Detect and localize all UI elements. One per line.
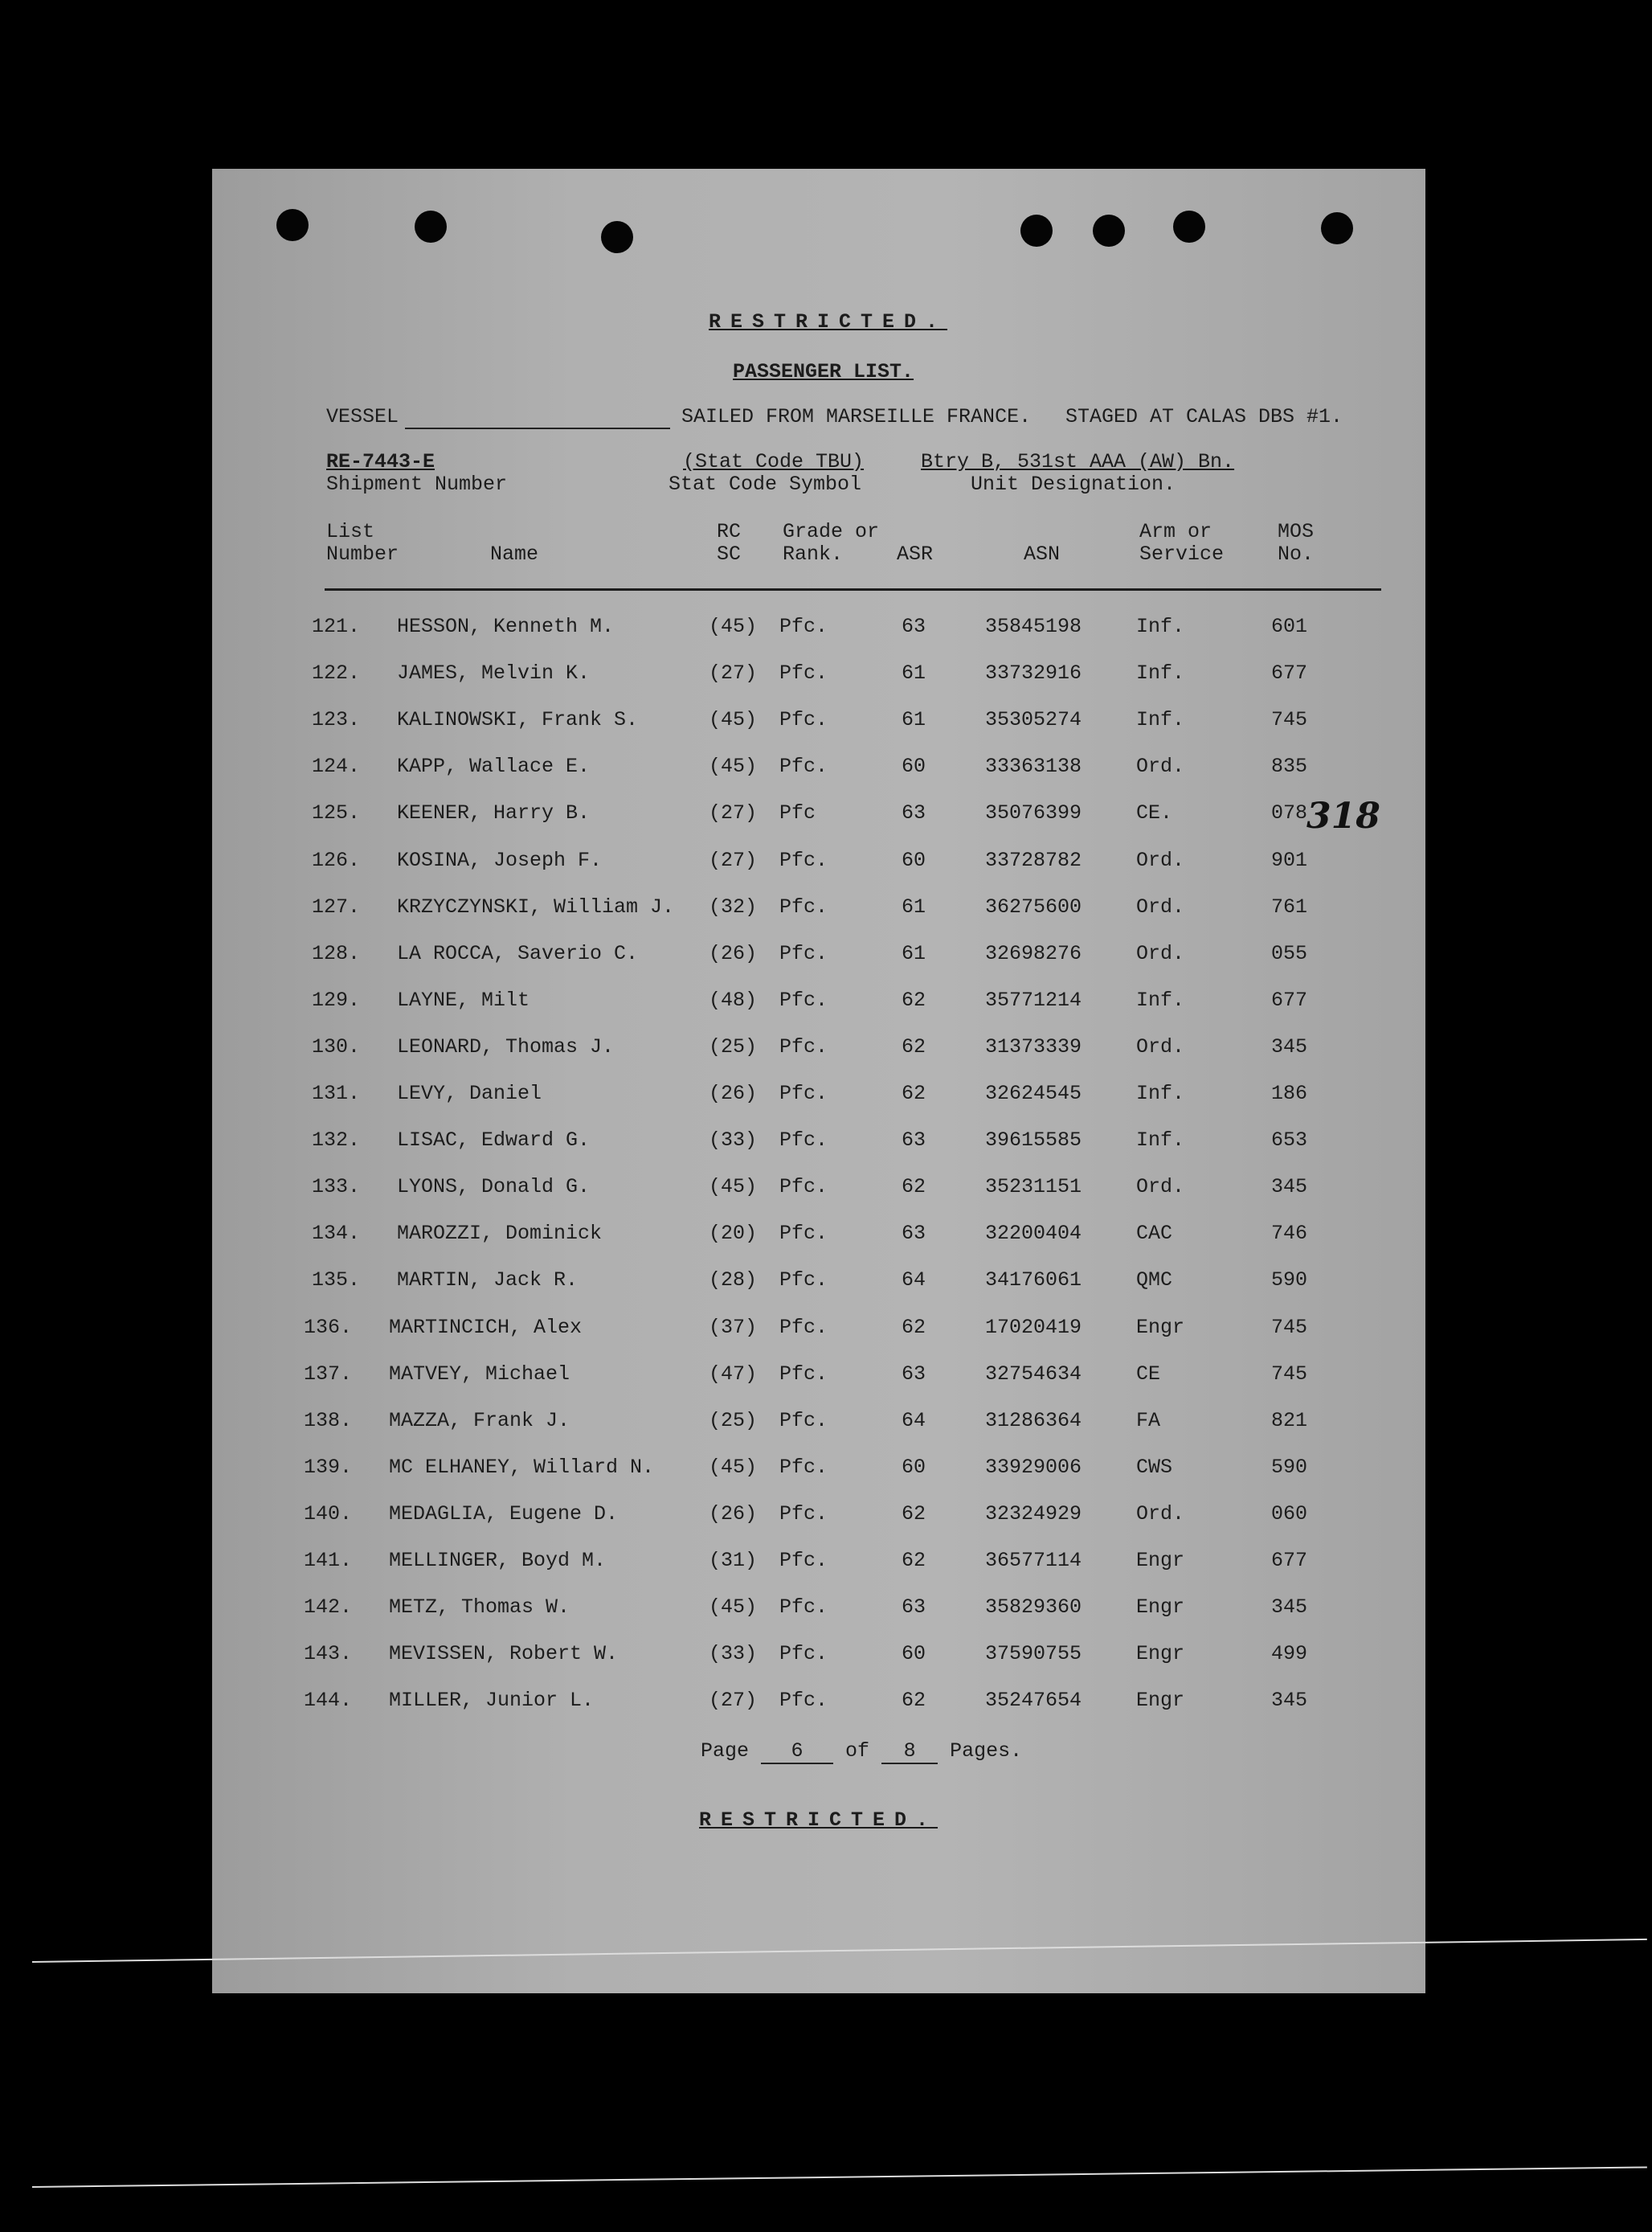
row-name: LEONARD, Thomas J.	[397, 1035, 615, 1059]
row-arm-service: CE	[1136, 1362, 1161, 1386]
row-arm-service: Inf.	[1136, 708, 1185, 731]
row-list-number: 129.	[312, 989, 361, 1012]
table-row	[212, 1316, 1425, 1362]
row-grade: Pfc.	[779, 1082, 828, 1105]
table-row	[212, 801, 1425, 848]
row-mos: 653	[1271, 1128, 1308, 1152]
row-rc-sc: (33)	[709, 1128, 758, 1152]
col-arm-service: Arm or Service	[1139, 520, 1225, 566]
row-grade: Pfc.	[779, 1409, 828, 1432]
row-list-number: 123.	[312, 708, 361, 731]
row-arm-service: Ord.	[1136, 942, 1185, 965]
row-list-number: 138.	[304, 1409, 353, 1432]
row-asn: 35247654	[985, 1689, 1082, 1712]
row-asr: 62	[902, 1689, 926, 1712]
shipment-number-label: Shipment Number	[326, 473, 508, 496]
row-asr: 62	[902, 1175, 926, 1198]
row-list-number: 122.	[312, 661, 361, 685]
row-list-number: 134.	[312, 1222, 361, 1245]
row-rc-sc: (26)	[709, 1082, 758, 1105]
row-grade: Pfc.	[779, 895, 828, 919]
row-rc-sc: (45)	[709, 755, 758, 778]
row-list-number: 143.	[304, 1642, 353, 1665]
row-name: MAZZA, Frank J.	[389, 1409, 570, 1432]
row-asn: 35305274	[985, 708, 1082, 731]
row-name: HESSON, Kenneth M.	[397, 615, 615, 638]
row-name: KAPP, Wallace E.	[397, 755, 591, 778]
shipment-number: RE-7443-E	[326, 450, 435, 473]
row-rc-sc: (31)	[709, 1549, 758, 1572]
row-asn: 32324929	[985, 1502, 1082, 1526]
row-asn: 35845198	[985, 615, 1082, 638]
row-mos: 821	[1271, 1409, 1308, 1432]
row-grade: Pfc.	[779, 1502, 828, 1526]
col-asr: ASR	[897, 543, 934, 566]
row-name: MILLER, Junior L.	[389, 1689, 595, 1712]
row-asn: 32698276	[985, 942, 1082, 965]
row-asn: 36275600	[985, 895, 1082, 919]
row-rc-sc: (45)	[709, 1175, 758, 1198]
row-asr: 62	[902, 1082, 926, 1105]
table-row	[212, 1689, 1425, 1735]
row-rc-sc: (37)	[709, 1316, 758, 1339]
row-name: KALINOWSKI, Frank S.	[397, 708, 639, 731]
row-arm-service: Inf.	[1136, 1082, 1185, 1105]
row-mos: 499	[1271, 1642, 1308, 1665]
row-rc-sc: (26)	[709, 942, 758, 965]
row-asr: 61	[902, 708, 926, 731]
row-list-number: 135.	[312, 1268, 361, 1292]
row-asn: 32624545	[985, 1082, 1082, 1105]
row-arm-service: CE.	[1136, 801, 1173, 825]
table-row	[212, 1409, 1425, 1456]
row-grade: Pfc.	[779, 1642, 828, 1665]
row-asn: 39615585	[985, 1128, 1082, 1152]
row-grade: Pfc.	[779, 1549, 828, 1572]
passenger-list-document	[212, 169, 1425, 1993]
row-asn: 35231151	[985, 1175, 1082, 1198]
row-grade: Pfc.	[779, 1128, 828, 1152]
table-row	[212, 661, 1425, 708]
row-arm-service: Engr	[1136, 1595, 1185, 1619]
row-rc-sc: (32)	[709, 895, 758, 919]
table-row	[212, 895, 1425, 942]
document-sheet	[212, 169, 1425, 1993]
row-arm-service: FA	[1136, 1409, 1161, 1432]
table-row	[212, 1502, 1425, 1549]
row-mos: 590	[1271, 1268, 1308, 1292]
row-list-number: 130.	[312, 1035, 361, 1059]
row-asr: 63	[902, 1362, 926, 1386]
table-row	[212, 989, 1425, 1035]
table-row	[212, 1362, 1425, 1409]
table-row	[212, 1268, 1425, 1315]
row-grade: Pfc.	[779, 1175, 828, 1198]
row-grade: Pfc.	[779, 989, 828, 1012]
row-grade: Pfc.	[779, 849, 828, 872]
row-asr: 60	[902, 1456, 926, 1479]
row-asr: 60	[902, 849, 926, 872]
stamp-number: 318	[1306, 796, 1380, 837]
row-name: MC ELHANEY, Willard N.	[389, 1456, 655, 1479]
row-arm-service: Engr	[1136, 1316, 1185, 1339]
row-mos: 677	[1271, 661, 1308, 685]
row-grade: Pfc.	[779, 1595, 828, 1619]
classification-header: RESTRICTED.	[709, 310, 948, 334]
row-list-number: 126.	[312, 849, 361, 872]
row-arm-service: Ord.	[1136, 1035, 1185, 1059]
row-asn: 34176061	[985, 1268, 1082, 1292]
row-mos: 345	[1271, 1595, 1308, 1619]
row-rc-sc: (45)	[709, 1456, 758, 1479]
row-asn: 33732916	[985, 661, 1082, 685]
vessel-label: VESSEL	[326, 405, 399, 428]
table-row	[212, 755, 1425, 801]
stat-code: (Stat Code TBU)	[683, 450, 865, 473]
row-name: LEVY, Daniel	[397, 1082, 542, 1105]
table-row	[212, 849, 1425, 895]
row-name: MARTINCICH, Alex	[389, 1316, 583, 1339]
row-rc-sc: (48)	[709, 989, 758, 1012]
row-list-number: 139.	[304, 1456, 353, 1479]
row-arm-service: Inf.	[1136, 615, 1185, 638]
row-mos: 745	[1271, 708, 1308, 731]
row-asr: 61	[902, 895, 926, 919]
row-arm-service: Inf.	[1136, 989, 1185, 1012]
row-grade: Pfc.	[779, 1362, 828, 1386]
row-arm-service: Ord.	[1136, 1175, 1185, 1198]
row-arm-service: Ord.	[1136, 849, 1185, 872]
row-asr: 62	[902, 1035, 926, 1059]
row-name: KEENER, Harry B.	[397, 801, 591, 825]
row-asn: 17020419	[985, 1316, 1082, 1339]
row-list-number: 141.	[304, 1549, 353, 1572]
row-asr: 63	[902, 1222, 926, 1245]
row-rc-sc: (27)	[709, 661, 758, 685]
col-list-number: List Number	[326, 520, 399, 566]
row-asn: 33728782	[985, 849, 1082, 872]
row-mos: 078	[1271, 801, 1308, 825]
row-grade: Pfc.	[779, 1456, 828, 1479]
row-arm-service: Ord.	[1136, 895, 1185, 919]
row-name: MATVEY, Michael	[389, 1362, 570, 1386]
row-grade: Pfc.	[779, 1268, 828, 1292]
row-grade: Pfc.	[779, 661, 828, 685]
row-grade: Pfc.	[779, 708, 828, 731]
row-grade: Pfc.	[779, 615, 828, 638]
row-name: MARTIN, Jack R.	[397, 1268, 579, 1292]
row-name: LISAC, Edward G.	[397, 1128, 591, 1152]
page-prefix: Page	[701, 1739, 750, 1763]
row-rc-sc: (27)	[709, 1689, 758, 1712]
row-name: MEVISSEN, Robert W.	[389, 1642, 619, 1665]
row-mos: 745	[1271, 1362, 1308, 1386]
row-asr: 62	[902, 989, 926, 1012]
page-of: of	[845, 1739, 870, 1763]
row-list-number: 125.	[312, 801, 361, 825]
row-asn: 35771214	[985, 989, 1082, 1012]
row-asr: 62	[902, 1549, 926, 1572]
row-name: JAMES, Melvin K.	[397, 661, 591, 685]
row-arm-service: Inf.	[1136, 661, 1185, 685]
table-row	[212, 1082, 1425, 1128]
row-list-number: 121.	[312, 615, 361, 638]
row-asn: 33363138	[985, 755, 1082, 778]
row-arm-service: CAC	[1136, 1222, 1173, 1245]
row-mos: 186	[1271, 1082, 1308, 1105]
row-name: MAROZZI, Dominick	[397, 1222, 603, 1245]
row-name: LAYNE, Milt	[397, 989, 530, 1012]
header-divider	[325, 588, 1381, 591]
unit-designation-label: Unit Designation.	[971, 473, 1176, 496]
unit-designation: Btry B, 531st AAA (AW) Bn.	[921, 450, 1235, 473]
table-row	[212, 1222, 1425, 1268]
vessel-blank	[405, 407, 670, 429]
row-arm-service: QMC	[1136, 1268, 1173, 1292]
row-arm-service: Engr	[1136, 1689, 1185, 1712]
row-asr: 61	[902, 661, 926, 685]
table-row	[212, 1549, 1425, 1595]
row-asn: 35829360	[985, 1595, 1082, 1619]
row-rc-sc: (45)	[709, 708, 758, 731]
table-row	[212, 708, 1425, 755]
row-name: KOSINA, Joseph F.	[397, 849, 603, 872]
table-row	[212, 1175, 1425, 1222]
row-arm-service: Ord.	[1136, 1502, 1185, 1526]
row-mos: 601	[1271, 615, 1308, 638]
row-asn: 31373339	[985, 1035, 1082, 1059]
row-rc-sc: (25)	[709, 1035, 758, 1059]
row-name: LA ROCCA, Saverio C.	[397, 942, 639, 965]
table-row	[212, 1456, 1425, 1502]
row-rc-sc: (26)	[709, 1502, 758, 1526]
row-asr: 63	[902, 801, 926, 825]
row-mos: 761	[1271, 895, 1308, 919]
row-grade: Pfc	[779, 801, 816, 825]
row-arm-service: Engr	[1136, 1642, 1185, 1665]
row-list-number: 124.	[312, 755, 361, 778]
row-rc-sc: (25)	[709, 1409, 758, 1432]
row-mos: 835	[1271, 755, 1308, 778]
row-asr: 62	[902, 1502, 926, 1526]
row-asr: 60	[902, 1642, 926, 1665]
row-name: MEDAGLIA, Eugene D.	[389, 1502, 619, 1526]
col-rc-sc: RC SC	[717, 520, 742, 566]
row-asn: 36577114	[985, 1549, 1082, 1572]
row-rc-sc: (27)	[709, 801, 758, 825]
row-asr: 61	[902, 942, 926, 965]
document-title: PASSENGER LIST.	[733, 360, 914, 383]
row-rc-sc: (47)	[709, 1362, 758, 1386]
sailed-from: SAILED FROM MARSEILLE FRANCE.	[681, 405, 1032, 428]
table-row	[212, 615, 1425, 661]
row-grade: Pfc.	[779, 1316, 828, 1339]
row-grade: Pfc.	[779, 942, 828, 965]
row-mos: 060	[1271, 1502, 1308, 1526]
row-mos: 677	[1271, 1549, 1308, 1572]
row-mos: 345	[1271, 1689, 1308, 1712]
row-mos: 590	[1271, 1456, 1308, 1479]
row-mos: 677	[1271, 989, 1308, 1012]
row-asn: 31286364	[985, 1409, 1082, 1432]
page-suffix: Pages.	[950, 1739, 1023, 1763]
row-list-number: 128.	[312, 942, 361, 965]
row-grade: Pfc.	[779, 755, 828, 778]
row-rc-sc: (20)	[709, 1222, 758, 1245]
page-current: 6	[761, 1739, 833, 1764]
col-mos: MOS No.	[1278, 520, 1315, 566]
row-grade: Pfc.	[779, 1222, 828, 1245]
col-asn: ASN	[1024, 543, 1061, 566]
row-asn: 35076399	[985, 801, 1082, 825]
row-list-number: 140.	[304, 1502, 353, 1526]
scan-artifact-line	[32, 2166, 1647, 2188]
row-list-number: 144.	[304, 1689, 353, 1712]
row-asn: 37590755	[985, 1642, 1082, 1665]
row-mos: 055	[1271, 942, 1308, 965]
page-total: 8	[881, 1739, 938, 1764]
row-name: KRZYCZYNSKI, William J.	[397, 895, 675, 919]
row-arm-service: CWS	[1136, 1456, 1173, 1479]
row-list-number: 142.	[304, 1595, 353, 1619]
table-row	[212, 942, 1425, 989]
row-list-number: 133.	[312, 1175, 361, 1198]
table-row	[212, 1642, 1425, 1689]
row-grade: Pfc.	[779, 1689, 828, 1712]
row-name: LYONS, Donald G.	[397, 1175, 591, 1198]
row-list-number: 127.	[312, 895, 361, 919]
row-rc-sc: (45)	[709, 615, 758, 638]
row-grade: Pfc.	[779, 1035, 828, 1059]
row-asr: 64	[902, 1268, 926, 1292]
row-asr: 63	[902, 1128, 926, 1152]
table-row	[212, 1128, 1425, 1175]
row-arm-service: Engr	[1136, 1549, 1185, 1572]
row-rc-sc: (33)	[709, 1642, 758, 1665]
row-mos: 746	[1271, 1222, 1308, 1245]
row-arm-service: Ord.	[1136, 755, 1185, 778]
table-row	[212, 1595, 1425, 1642]
row-asn: 32200404	[985, 1222, 1082, 1245]
row-asr: 64	[902, 1409, 926, 1432]
row-mos: 901	[1271, 849, 1308, 872]
row-asn: 33929006	[985, 1456, 1082, 1479]
row-mos: 345	[1271, 1035, 1308, 1059]
row-list-number: 131.	[312, 1082, 361, 1105]
row-list-number: 136.	[304, 1316, 353, 1339]
row-mos: 345	[1271, 1175, 1308, 1198]
stat-code-label: Stat Code Symbol	[669, 473, 862, 496]
row-name: MELLINGER, Boyd M.	[389, 1549, 607, 1572]
row-list-number: 132.	[312, 1128, 361, 1152]
row-asn: 32754634	[985, 1362, 1082, 1386]
classification-footer: RESTRICTED.	[699, 1808, 938, 1832]
table-row	[212, 1035, 1425, 1082]
row-name: METZ, Thomas W.	[389, 1595, 570, 1619]
col-name: Name	[490, 543, 539, 566]
row-asr: 63	[902, 615, 926, 638]
staged-at: STAGED AT CALAS DBS #1.	[1065, 405, 1343, 428]
row-arm-service: Inf.	[1136, 1128, 1185, 1152]
row-asr: 63	[902, 1595, 926, 1619]
page-indicator	[701, 1739, 1022, 1764]
row-rc-sc: (45)	[709, 1595, 758, 1619]
row-rc-sc: (27)	[709, 849, 758, 872]
row-rc-sc: (28)	[709, 1268, 758, 1292]
row-list-number: 137.	[304, 1362, 353, 1386]
row-asr: 60	[902, 755, 926, 778]
row-mos: 745	[1271, 1316, 1308, 1339]
col-grade: Grade or Rank.	[783, 520, 880, 566]
row-asr: 62	[902, 1316, 926, 1339]
